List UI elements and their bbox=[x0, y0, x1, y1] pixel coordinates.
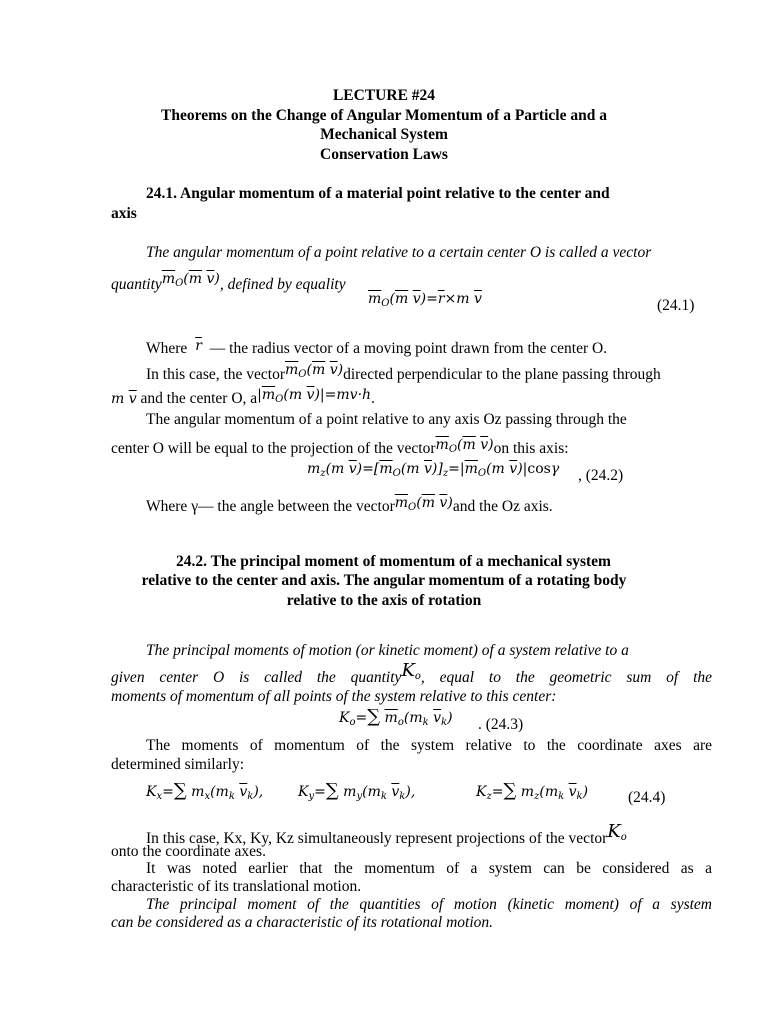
equation-number-24-1: (24.1) bbox=[657, 297, 695, 314]
case-line1-start: In this case, the vector bbox=[146, 366, 286, 383]
axes-line2: determined similarly: bbox=[111, 756, 245, 773]
case-line2-text: and the center O, a bbox=[140, 390, 258, 407]
equation-24-4-ky: $K_y=\sum$ $m_y(m_k$ $\overline{v}_k$), bbox=[298, 780, 416, 802]
axis-line2 bbox=[111, 436, 569, 459]
formula-Ko-2: Ko bbox=[607, 821, 627, 843]
section2-def-quantity: given center O is called the quantity bbox=[111, 669, 402, 686]
where-r-description: — the radius vector of a moving point drawn from the center O. bbox=[209, 340, 608, 357]
case-line1 bbox=[146, 361, 661, 384]
where-r-label: Where bbox=[146, 340, 188, 357]
noted-line1: It was noted earlier that the momentum of a system can be considered as a bbox=[146, 860, 712, 877]
section2-definition-line2 bbox=[111, 662, 712, 687]
final-line1: The principal moment of the quantities of motion (kinetic moment) of a system bbox=[146, 896, 712, 913]
section2-heading-line3: relative to the axis of rotation bbox=[286, 592, 482, 609]
lecture-subtitle: Conservation Laws bbox=[320, 146, 448, 163]
formula-Ko: Ko bbox=[401, 660, 421, 682]
definition-equality-text: , defined by equality bbox=[219, 276, 346, 293]
formula-m-v: m $\overline{v}$ bbox=[111, 391, 137, 407]
section1-definition-line1: The angular momentum of a point relative to a certain center O is called a vector bbox=[146, 244, 652, 261]
where-gamma-description: — the angle between the vector bbox=[198, 498, 395, 515]
projection-text: In this case, Kx, Ky, Kz simultaneously represent projections of the vector bbox=[146, 830, 608, 847]
section2-heading-line2: relative to the center and axis. The angular momentum of a rotating body bbox=[141, 572, 627, 589]
section1-definition-line2 bbox=[111, 270, 346, 294]
where-r-line bbox=[146, 337, 607, 358]
case-line1-end: directed perpendicular to the plane passing through bbox=[343, 366, 661, 383]
definition-quantity-text: quantity bbox=[111, 276, 162, 293]
section2-heading-line1: 24.2. The principal moment of momentum of a mechanical system bbox=[176, 553, 611, 570]
lecture-title-line1: Theorems on the Change of Angular Momentum of a Particle and a bbox=[161, 107, 607, 124]
equation-24-2: $m_z(m$ $\overline{v})=[\overline{m}_O(m$ $\overline{v})]_z=|\overline{m}_O(m$ $\overline{v})|\cos\gamma$ bbox=[307, 461, 560, 479]
equation-number-24-4: (24.4) bbox=[628, 789, 666, 806]
equation-24-4-kz: $K_z=\sum$ $m_z(m_k$ $\overline{v}_k$) bbox=[476, 780, 589, 802]
equation-number-24-3: . (24.3) bbox=[478, 716, 524, 733]
formula-mO-mv-2: $\overline{m}_O(\overline{m}$ $\overline{v}$) bbox=[285, 362, 344, 380]
projection-line2: onto the coordinate axes. bbox=[111, 843, 266, 860]
final-line2: can be considered as a characteristic of its rotational motion. bbox=[111, 914, 494, 931]
section2-definition-line1: The principal moments of motion (or kinetic moment) of a system relative to a bbox=[146, 642, 629, 659]
section1-heading-line1: 24.1. Angular momentum of a material point relative to the center and bbox=[146, 185, 610, 202]
formula-mO-mv-3: $\overline{m}_O(\overline{m}$ $\overline{v}$) bbox=[435, 437, 494, 455]
formula-mO-mv: $\overline{m}_O(\overline{m}$ $\overline{v}$) bbox=[161, 271, 220, 289]
axis-line1: The angular momentum of a point relative to any axis Oz passing through the bbox=[146, 411, 627, 428]
section1-heading-line2: axis bbox=[111, 205, 137, 222]
r-vector-symbol: $\overline{r}$ bbox=[195, 338, 202, 354]
equation-24-1: $\overline{m}_O(\overline{m}$ $\overline{v})=\overline{r}\times m$ $\overline{v}$ bbox=[368, 291, 482, 309]
gamma-symbol: γ bbox=[191, 498, 199, 515]
where-gamma-end: and the Oz axis. bbox=[452, 498, 553, 515]
where-gamma-line bbox=[146, 494, 553, 517]
noted-line2: characteristic of its translational motion. bbox=[111, 878, 362, 895]
equation-24-4-kx: $K_x=\sum$ $m_x(m_k$ $\overline{v}_k$), bbox=[146, 780, 264, 802]
formula-abs-mO: $|\overline{m}_O(m$ $\overline{v})|=mv\cdot h$ bbox=[257, 387, 372, 405]
equation-number-24-2: , (24.2) bbox=[578, 467, 624, 484]
section2-def-sum: , equal to the geometric sum of the bbox=[420, 669, 713, 686]
formula-mO-mv-4: $\overline{m}_O(\overline{m}$ $\overline{v}$) bbox=[394, 495, 453, 513]
where-gamma-label: Where bbox=[146, 498, 188, 515]
case-line2: m $\overline{v}$ and the center O, $a|\overline{m}_O(m$ $\overline{v})|=mv\cdot h$. bbox=[111, 387, 375, 407]
axis-line2-end: on this axis: bbox=[493, 440, 569, 457]
axis-line2-start: center O will be equal to the projection of the vector bbox=[111, 440, 436, 457]
lecture-number: LECTURE #24 bbox=[332, 87, 436, 104]
equation-24-3: $K_o=\sum$ $\overline{m}_o(m_k$ $\overline{v}_k$) bbox=[339, 706, 453, 728]
axes-line1: The moments of momentum of the system relative to the coordinate axes are bbox=[146, 737, 712, 754]
section2-definition-line3: moments of momentum of all points of the system relative to this center: bbox=[111, 688, 557, 705]
lecture-title-line2: Mechanical System bbox=[320, 126, 448, 143]
